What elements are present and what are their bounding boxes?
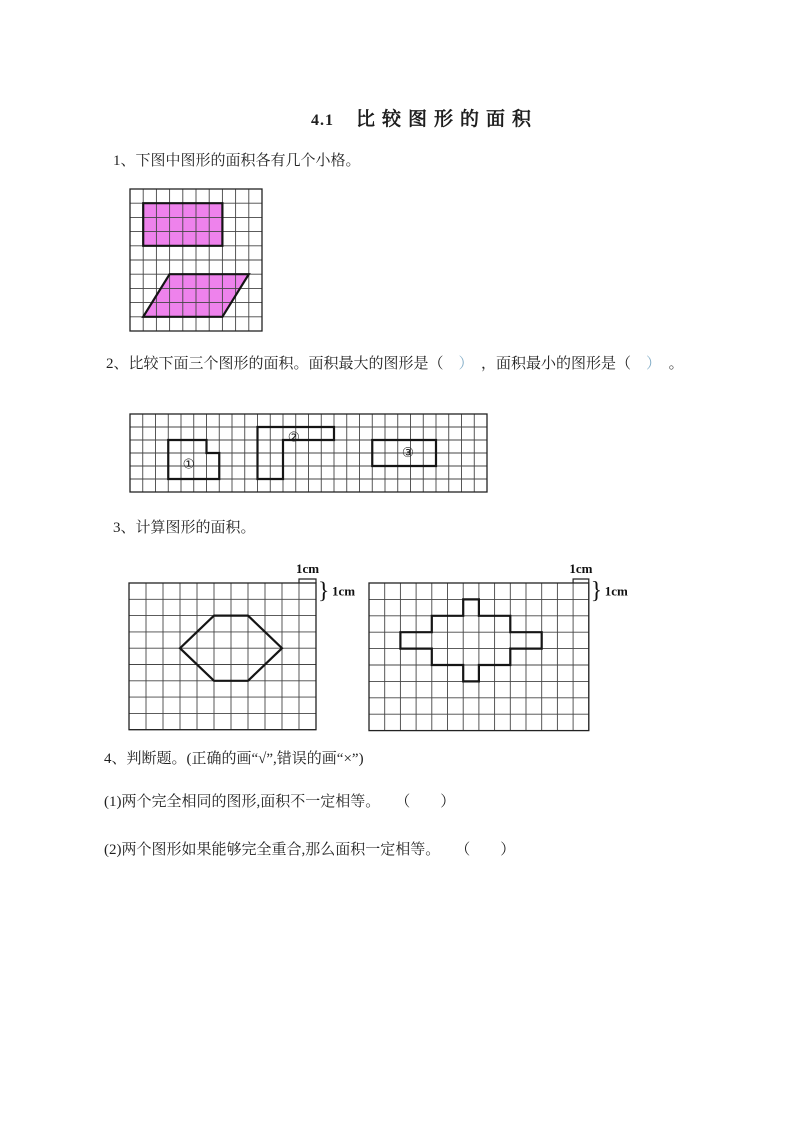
question-3-left-figure bbox=[128, 553, 368, 732]
question-4-item-1: (1)两个完全相同的图形,面积不一定相等。 （ ） bbox=[104, 794, 456, 810]
svg-text:②: ② bbox=[287, 429, 300, 445]
question-1-grid-figure bbox=[129, 188, 263, 332]
question-3-right-figure bbox=[368, 553, 641, 733]
svg-text:}: } bbox=[317, 578, 330, 605]
svg-text:1cm: 1cm bbox=[295, 560, 320, 576]
svg-text:1cm: 1cm bbox=[569, 560, 593, 576]
answer-paren-2: ） bbox=[646, 356, 654, 372]
question-2-text: 2、比较下面三个图形的面积。面积最大的图形是（ ） ，面积最小的图形是（ ） 。 bbox=[106, 356, 684, 372]
svg-text:③: ③ bbox=[401, 444, 415, 460]
page-title bbox=[28, 104, 793, 131]
question-3-text: 3、计算图形的面积。 bbox=[113, 520, 256, 536]
svg-text:1cm: 1cm bbox=[604, 583, 628, 599]
svg-text:①: ① bbox=[182, 456, 195, 472]
question-2-grid-figure bbox=[129, 413, 488, 493]
question-1-text: 1、下图中图形的面积各有几个小格。 bbox=[113, 153, 361, 169]
svg-text:}: } bbox=[590, 578, 603, 605]
title-section-number: 4.1 bbox=[310, 112, 334, 129]
question-4-text: 4、判断题。(正确的画“√”,错误的画“×”) bbox=[104, 751, 364, 767]
answer-paren-1: ） bbox=[458, 356, 467, 372]
title-text: 比较图形的面积 bbox=[355, 109, 538, 130]
question-4-item-2: (2)两个图形如果能够完全重合,那么面积一定相等。 （ ） bbox=[104, 842, 516, 858]
svg-text:1cm: 1cm bbox=[331, 583, 356, 599]
